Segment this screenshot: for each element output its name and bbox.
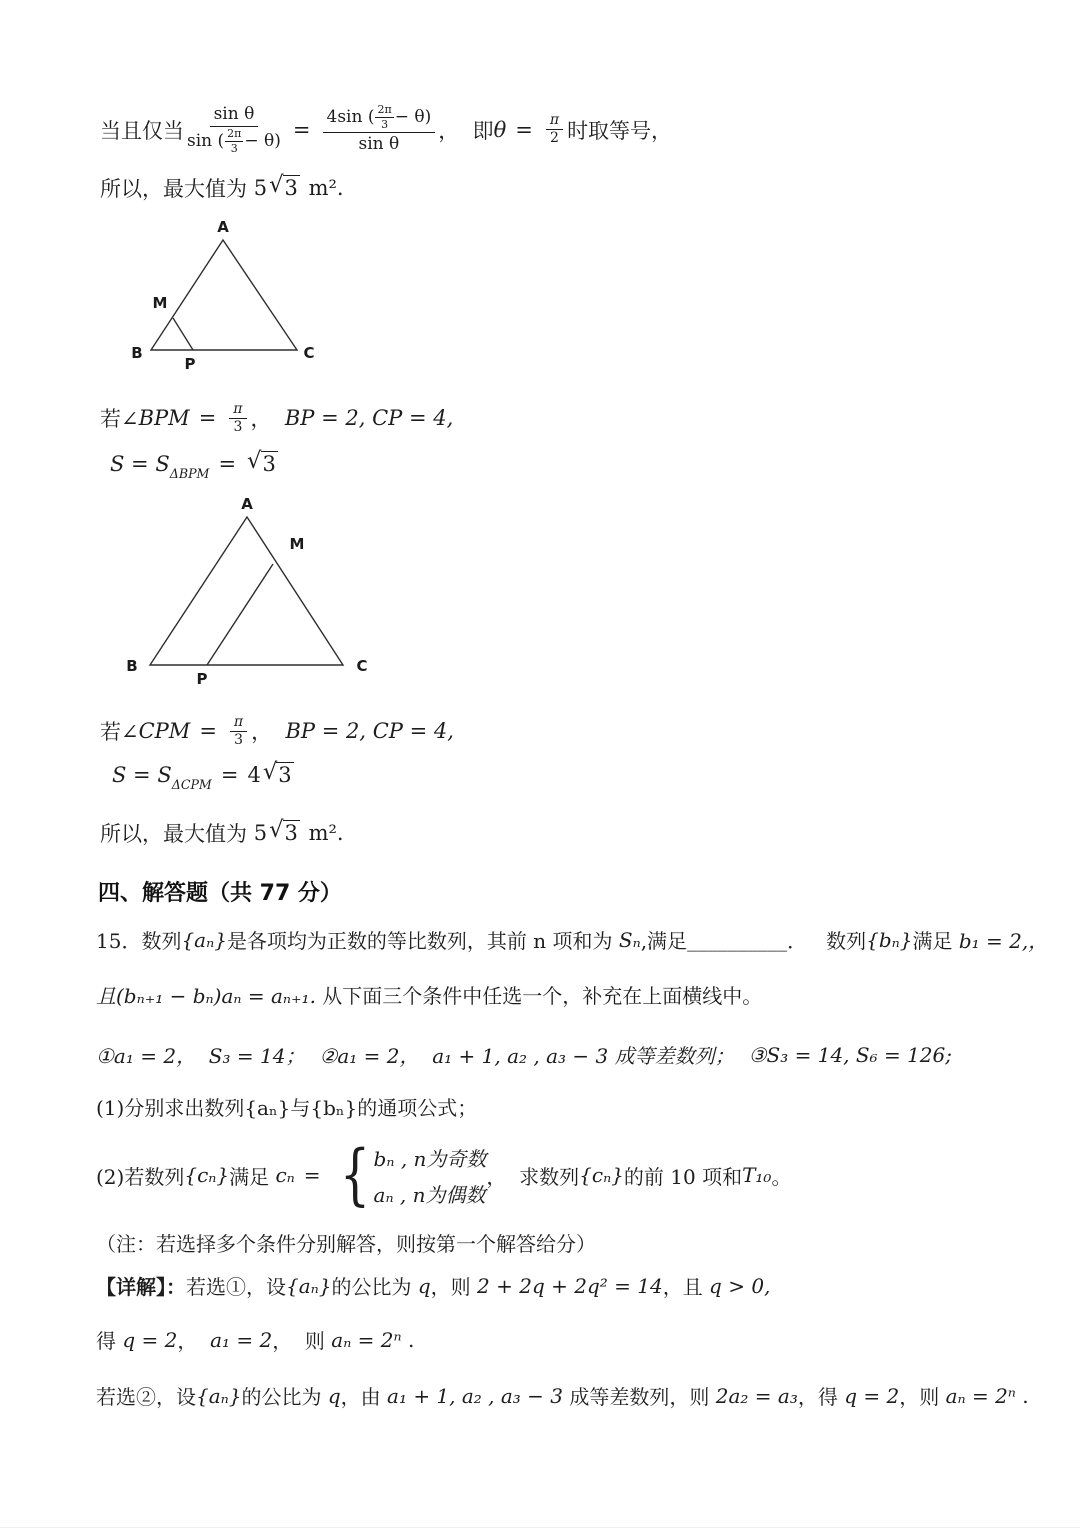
text-run: ， [177, 1329, 211, 1353]
nested-fraction [375, 104, 393, 131]
vertex-label-a: A [241, 495, 253, 513]
solution-line1 [96, 1271, 770, 1300]
text-run: 满足 [229, 1164, 276, 1189]
pi-den: 2 [550, 130, 559, 147]
equation: 2 + 2q + 2q² = 14 [477, 1273, 663, 1298]
text-run: ,满足 [640, 929, 688, 953]
a1-value: a₁ = 2 [210, 1327, 273, 1352]
num-text: 4sin ( [326, 107, 375, 128]
nested-den: 3 [230, 141, 238, 155]
numerator-text: sin θ [213, 104, 255, 124]
text-run: 若∠ [100, 407, 139, 432]
problem15-line1 [96, 925, 1048, 954]
nested-num: 2π [377, 103, 392, 116]
text-run: . [401, 1327, 415, 1352]
section-heading [98, 876, 342, 907]
vertex-label-c: C [303, 344, 315, 362]
unit-text: m². [301, 821, 344, 845]
solution-line2 [96, 1325, 414, 1354]
area-lhs: S = S [110, 452, 170, 477]
text-run: ，且 [662, 1275, 710, 1299]
solution-tag: 【详解】： [96, 1275, 186, 1299]
text-run: ，由 [340, 1385, 388, 1409]
vertex-label-a: A [217, 218, 229, 236]
text-run: 是各项均为正数的等比数列，其前 n 项和为 [226, 929, 619, 953]
constraint: q > 0, [709, 1273, 771, 1298]
radical-sign: √ [262, 759, 278, 785]
question-part1-text: (1)分别求出数列{aₙ}与{bₙ}的通项公式； [96, 1096, 478, 1120]
sequence-an: {aₙ} [181, 927, 227, 952]
t10-sum: T₁₀ [742, 1163, 772, 1187]
problem-number: 15． [96, 929, 142, 953]
triangle-figure-bpm [100, 212, 400, 380]
square-root [269, 171, 300, 201]
den-text: − θ) [244, 131, 281, 152]
text-run: 的公比为 [241, 1385, 328, 1409]
text-run: 满足 [912, 929, 959, 953]
equals-sign: = [515, 117, 533, 142]
equals-sign: = [199, 719, 217, 744]
point-label-p: P [184, 355, 196, 373]
coefficient: 5 [253, 821, 268, 845]
angle-name: BPM [138, 406, 190, 431]
text-run: 。 [771, 1164, 792, 1189]
fraction-rhs [323, 104, 436, 156]
radicand: 3 [278, 763, 292, 787]
sequence-cn: {cₙ} [579, 1163, 624, 1187]
text-run: 所以，最大值为 [100, 177, 254, 201]
square-root [262, 759, 294, 788]
ratio-q: q [417, 1273, 431, 1298]
nested-num: 2π [227, 127, 242, 141]
question-part1 [96, 1092, 477, 1121]
point-label-m: M [152, 294, 168, 312]
nested-den: 3 [381, 117, 389, 131]
sequence-cn: {cₙ} [184, 1163, 230, 1187]
condition-option-3: ③S₃ = 14, S₆ = 126; [748, 1042, 952, 1067]
triangle-figure-cpm [110, 492, 410, 697]
text-run: 的前 10 项和 [623, 1164, 743, 1189]
condition-option-1: ①a₁ = 2， S₃ = 14； [96, 1044, 306, 1068]
arith-terms: a₁ + 1, a₂ , a₃ − 3 [387, 1383, 564, 1408]
text-run: 若选②，设 [96, 1385, 196, 1409]
question-part2 [96, 1136, 791, 1214]
text-run: ， 则 [272, 1329, 332, 1353]
case2-condition-line [100, 714, 454, 749]
text-run: ， 求数列 [486, 1164, 580, 1189]
b1-value: b₁ = 2,， [958, 929, 1049, 953]
segment-mp [207, 564, 273, 665]
radical-sign: √ [269, 816, 284, 843]
separator: ， [251, 720, 286, 745]
segment-mp [173, 318, 193, 350]
radicand: 3 [284, 820, 298, 845]
area-result-line-2 [112, 759, 296, 793]
text-run: 从下面三个条件中任选一个，补充在上面横线中。 [315, 984, 763, 1008]
text-run: 当且仅当 [100, 118, 184, 143]
equals-sign: = [292, 117, 311, 142]
triangle-outline [150, 517, 343, 665]
answer-blank: __________ [687, 927, 788, 952]
separator: ， [250, 407, 285, 432]
given-values: BP = 2, CP = 4, [284, 406, 454, 431]
pi-over-2-fraction [546, 112, 563, 147]
piecewise-brace: { [339, 1135, 370, 1213]
recurrence-relation: 且(bₙ₊₁ − bₙ)aₙ = aₙ₊₁. [96, 984, 316, 1008]
grading-note [96, 1228, 596, 1257]
pi-num: π [230, 714, 247, 732]
text-run: . [1015, 1383, 1029, 1408]
condition-option-2: ②a₁ = 2， a₁ + 1, a₂ , a₃ − 3 成等差数列； [319, 1044, 735, 1068]
text-run: 成等差数列，则 [563, 1385, 716, 1409]
den-text: sin θ [358, 134, 400, 155]
an-formula: aₙ = 2ⁿ [945, 1383, 1016, 1408]
an-formula: aₙ = 2ⁿ [331, 1327, 402, 1352]
sequence-bn: {bₙ} [866, 927, 913, 952]
pi-den: 3 [233, 418, 243, 435]
text-run: 所以，最大值为 [100, 822, 254, 846]
text-run: ，得 [797, 1385, 845, 1409]
given-values: BP = 2, CP = 4, [285, 719, 454, 744]
text-run: 的公比为 [331, 1275, 418, 1299]
max-value-line-2 [100, 818, 344, 848]
text-run: ． 数列 [787, 929, 867, 953]
section-heading-text: 四、解答题（共 77 分） [98, 881, 342, 906]
ratio-q: q [327, 1383, 341, 1408]
triangle-subscript: ΔCPM [171, 777, 212, 793]
solution-line3 [96, 1381, 1029, 1410]
cn-variable: cₙ [275, 1163, 295, 1187]
square-root [247, 448, 278, 477]
pi-over-3-fraction [230, 714, 247, 749]
triangle-subscript: ΔBPM [169, 466, 210, 482]
coefficient: 4 [247, 763, 261, 788]
radical-sign: √ [247, 448, 262, 474]
q-value: q = 2 [122, 1327, 178, 1352]
sequence-an: {aₙ} [196, 1383, 242, 1408]
vertex-label-b: B [126, 657, 138, 675]
grading-note-text: （注：若选择多个条件分别解答，则按第一个解答给分） [96, 1232, 596, 1256]
q-value: q = 2 [844, 1383, 900, 1408]
case-odd: bₙ , n为奇数 [373, 1146, 487, 1171]
pi-over-3-fraction [229, 401, 246, 436]
angle-name: CPM [138, 719, 191, 744]
radical-sign: √ [269, 171, 284, 198]
den-text: sin ( [187, 131, 225, 152]
equals-sign: = [218, 452, 237, 477]
sequence-an: {aₙ} [286, 1273, 332, 1298]
condition-options-line [96, 1040, 952, 1069]
vertex-label-c: C [356, 657, 368, 675]
text-run: 时取等号， [567, 118, 673, 143]
square-root [269, 816, 300, 846]
point-label-p: P [196, 670, 208, 688]
equals-sign: = [220, 763, 239, 788]
radicand: 3 [284, 175, 298, 200]
theta-variable: θ [493, 117, 507, 142]
num-text: − θ) [394, 107, 432, 128]
point-label-m: M [289, 535, 305, 553]
text-run: (2)若数列 [96, 1164, 185, 1189]
problem15-line2 [96, 980, 762, 1009]
text-run: 得 [96, 1329, 123, 1353]
radicand: 3 [262, 452, 276, 476]
sum-sn: Sₙ [618, 927, 641, 952]
triangle-outline [151, 240, 297, 350]
relation: 2a₂ = a₃ [715, 1383, 798, 1408]
case1-condition-line [100, 401, 453, 436]
iff-condition-line [100, 104, 672, 156]
text-run: ， 即 [438, 118, 494, 143]
equals-sign: = [198, 406, 217, 431]
text-run: ，则 [430, 1275, 478, 1299]
fraction-lhs [187, 104, 281, 156]
vertex-label-b: B [131, 344, 143, 362]
nested-fraction [225, 128, 243, 155]
pi-num: π [229, 401, 246, 419]
equals-sign: = [303, 1163, 321, 1187]
text-run: 若∠ [100, 720, 139, 745]
text-run: 数列 [141, 929, 182, 953]
unit-text: m². [301, 176, 344, 200]
case-even: aₙ , n为偶数 [373, 1182, 486, 1207]
area-result-line-1 [110, 448, 280, 482]
area-lhs: S = S [112, 763, 172, 788]
pi-den: 3 [234, 731, 243, 748]
max-value-line-1 [100, 173, 344, 203]
text-run: ，则 [899, 1385, 946, 1409]
text-run: 若选①，设 [186, 1275, 286, 1299]
coefficient: 5 [253, 176, 268, 200]
piecewise-cases [374, 1143, 487, 1208]
pi-num: π [546, 112, 563, 130]
